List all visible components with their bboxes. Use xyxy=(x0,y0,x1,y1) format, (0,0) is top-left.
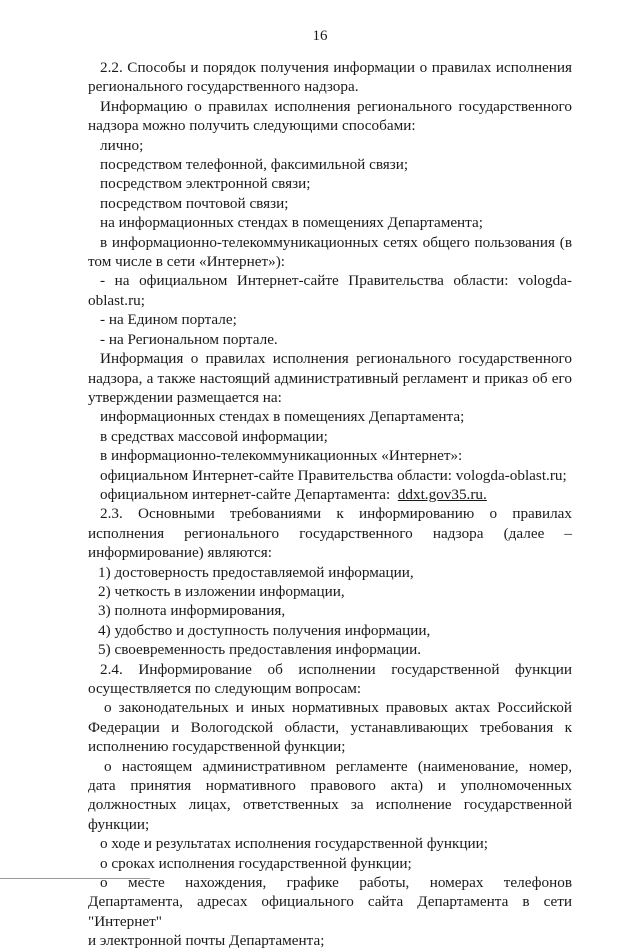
list-item: 1) достоверность предоставляемой информации, xyxy=(98,563,414,581)
text-line: о законодательных и иных нормативных правовых актах Российской xyxy=(104,699,572,717)
text-line: о сроках исполнения государственной функции; xyxy=(100,854,412,872)
text-line: осуществляется по следующим вопросам: xyxy=(88,680,362,697)
text-line: посредством телефонной, факсимильной связи; xyxy=(100,156,409,174)
text-line: Информация о правилах исполнения регионального государственного xyxy=(100,350,572,368)
list-item: 2) четкость в изложении информации, xyxy=(98,582,345,600)
text-line: исполнения регионального государственного надзора (далее – xyxy=(88,524,572,542)
text-line: информирование) являются: xyxy=(88,544,272,562)
list-item: 4) удобство и доступность получения информации, xyxy=(98,621,431,639)
text-line: в информационно-телекоммуникационных сетях общего пользования (в xyxy=(100,233,572,251)
page-number: 16 xyxy=(312,28,328,44)
text-line: в средствах массовой информации; xyxy=(100,427,328,445)
text-line: информационных стендах в помещениях Департамента; xyxy=(100,408,465,426)
text-line: функции; xyxy=(88,815,150,833)
text-line: том числе в сети «Интернет»): xyxy=(88,253,286,271)
text-line: официальном интернет-сайте Департамента: xyxy=(100,485,391,503)
text-line: должностных лицах, ответственных за исполнение государственной xyxy=(88,796,572,814)
text-line: oblast.ru; xyxy=(88,291,145,309)
text-line: Федерации и Вологодской области, устанавливающих требования к xyxy=(88,718,572,736)
text-line: о настоящем административном регламенте (наименование, номер, xyxy=(104,757,572,775)
text-line: исполнению государственной функции; xyxy=(88,738,346,756)
text-line: лично; xyxy=(100,136,144,154)
text-line: - на официальном Интернет-сайте Правительства области: vologda- xyxy=(100,272,572,290)
text-line: о месте нахождения, графике работы, номерах телефонов xyxy=(100,874,572,892)
text-line: 2.2. Способы и порядок получения информации о правилах исполнения xyxy=(100,59,572,76)
text-line: Департамента, адресах официального сайта Департамента в сети "Интернет" xyxy=(88,893,572,930)
text-line: Информацию о правилах исполнения регионального государственного xyxy=(100,97,572,115)
text-line: о ходе и результатах исполнения государственной функции; xyxy=(100,835,489,853)
text-line: надзора, а также настоящий административный регламент и приказ об его xyxy=(88,369,572,387)
text-line: - на Региональном портале. xyxy=(100,330,278,348)
text-line: дата принятия нормативного правового акта) и уполномоченных xyxy=(88,777,572,795)
text-line: 2.3. Основными требованиями к информированию о правилах xyxy=(100,505,572,523)
text-line: и электронной почты Департамента; xyxy=(88,932,325,950)
text-line: надзора можно получить следующими способами: xyxy=(88,117,416,135)
text-line: регионального государственного надзора. xyxy=(88,78,359,96)
text-line: на информационных стендах в помещениях Департамента; xyxy=(100,214,483,232)
list-item: 3) полнота информирования, xyxy=(98,602,286,620)
text-line: в информационно-телекоммуникационных «Интернет»: xyxy=(100,447,463,465)
text-line: посредством почтовой связи; xyxy=(100,194,289,212)
department-site-link[interactable]: ddxt.gov35.ru. xyxy=(397,485,487,503)
text-line: 2.4. Информирование об исполнении государственной функции xyxy=(100,660,572,678)
footer-divider xyxy=(0,878,150,879)
list-item: 5) своевременность предоставления информации. xyxy=(98,641,422,659)
text-line: официальном Интернет-сайте Правительства области: vologda-oblast.ru; xyxy=(100,466,567,484)
text-line xyxy=(88,485,572,504)
text-line: посредством электронной связи; xyxy=(100,175,311,193)
text-line: - на Едином портале; xyxy=(100,311,237,329)
text-line: утверждении размещается на: xyxy=(88,388,282,406)
document-body xyxy=(88,58,572,951)
